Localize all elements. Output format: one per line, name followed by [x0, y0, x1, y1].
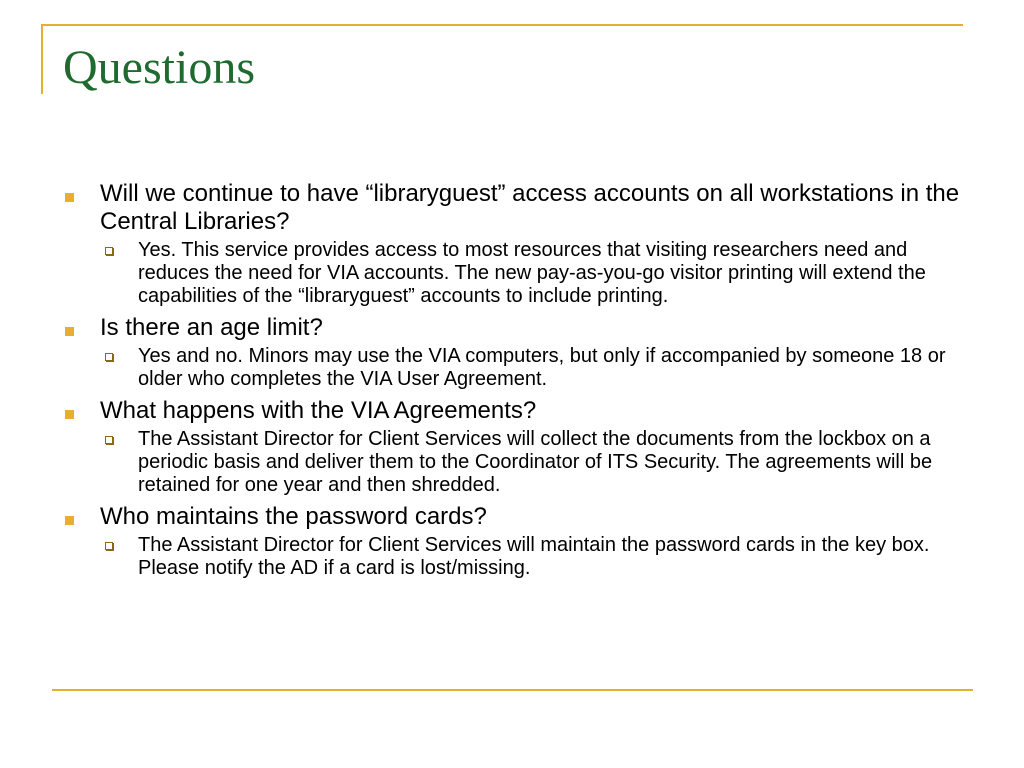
question-item	[60, 180, 965, 308]
answer-item	[100, 345, 965, 391]
left-rule	[41, 24, 43, 94]
question-item	[60, 503, 965, 580]
hollow-square-bullet-icon	[105, 436, 113, 444]
square-bullet-icon	[65, 193, 74, 202]
answer-item	[100, 534, 965, 580]
question-text: Who maintains the password cards?	[100, 503, 487, 530]
hollow-square-bullet-icon	[105, 353, 113, 361]
bottom-rule	[52, 689, 973, 691]
answer-item	[100, 239, 965, 308]
square-bullet-icon	[65, 516, 74, 525]
top-rule	[41, 24, 963, 26]
answer-text: The Assistant Director for Client Services will maintain the password cards in the key box. Please notify the AD if a card is lost/missing.	[138, 534, 930, 579]
hollow-square-bullet-icon	[105, 542, 113, 550]
slide-content	[60, 180, 965, 586]
answer-item	[100, 428, 965, 497]
answer-text: Yes. This service provides access to most resources that visiting researchers need and reduces the need for VIA accounts. The new pay-as-you-go visitor printing will extend the capabilities of the “libraryguest” accounts to include printing.	[138, 239, 926, 307]
answer-text: The Assistant Director for Client Services will collect the documents from the lockbox on a periodic basis and deliver them to the Coordinator of ITS Security. The agreements will be retained for one year and then shredded.	[138, 428, 933, 496]
question-item	[60, 397, 965, 497]
square-bullet-icon	[65, 327, 74, 336]
question-text: Will we continue to have “libraryguest” access accounts on all workstations in the Central Libraries?	[100, 180, 960, 235]
slide-title: Questions	[63, 41, 255, 94]
answer-text: Yes and no. Minors may use the VIA computers, but only if accompanied by someone 18 or older who completes the VIA User Agreement.	[138, 345, 946, 390]
square-bullet-icon	[65, 410, 74, 419]
hollow-square-bullet-icon	[105, 247, 113, 255]
question-text: Is there an age limit?	[100, 314, 323, 341]
question-item	[60, 314, 965, 391]
question-text: What happens with the VIA Agreements?	[100, 397, 537, 424]
